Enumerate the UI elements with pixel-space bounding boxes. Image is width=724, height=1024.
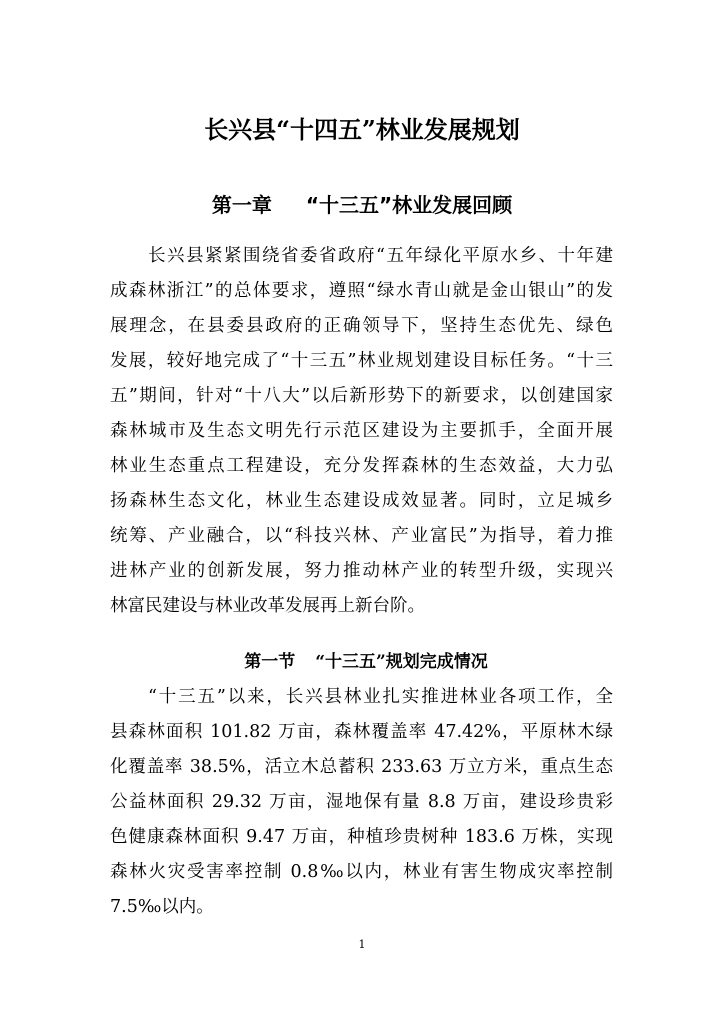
- section-paragraph: [110, 680, 613, 925]
- paragraph-line: 成森林浙江”的总体要求，遵照“绿水青山就是金山银山”的发: [110, 281, 613, 301]
- section-title: “十三五”规划完成情况: [315, 652, 488, 672]
- paragraph-line: 林业生态重点工程建设，充分发挥森林的生态效益，大力弘: [110, 456, 613, 476]
- chapter-number: 第一章: [211, 193, 272, 217]
- paragraph-line: 森林城市及生态文明先行示范区建设为主要抓手，全面开展: [110, 421, 613, 441]
- document-title: 长兴县“十四五”林业发展规划: [204, 115, 520, 144]
- chapter-paragraph: [110, 239, 613, 624]
- section-heading: [4, 645, 724, 680]
- paragraph-line: 色健康森林面积 9.47 万亩，种植珍贵树种 183.6 万株，实现: [110, 827, 613, 847]
- paragraph-line: 五”期间，针对“十八大”以后新形势下的新要求，以创建国家: [110, 386, 613, 406]
- chapter-title: “十三五”林业发展回顾: [305, 193, 513, 217]
- paragraph-line: 林富民建设与林业改革发展再上新台阶。: [110, 596, 425, 616]
- paragraph-line: 县森林面积 101.82 万亩，森林覆盖率 47.42%，平原林木绿: [110, 722, 613, 742]
- section-number: 第一节: [244, 652, 296, 672]
- chapter-heading: [0, 190, 724, 220]
- paragraph-line: 发展，较好地完成了“十三五”林业规划建设目标任务。“十三: [110, 351, 613, 371]
- paragraph-line: 扬森林生态文化，林业生态建设成效显著。同时，立足城乡: [110, 491, 613, 511]
- paragraph-line: 进林产业的创新发展，努力推动林产业的转型升级，实现兴: [110, 561, 613, 581]
- paragraph-line: 展理念，在县委县政府的正确领导下，坚持生态优先、绿色: [110, 316, 613, 336]
- paragraph-line: 长兴县紧紧围绕省委省政府“五年绿化平原水乡、十年建: [148, 246, 613, 266]
- paragraph-line: 公益林面积 29.32 万亩，湿地保有量 8.8 万亩，建设珍贵彩: [110, 792, 613, 812]
- page-number: 1: [358, 938, 366, 951]
- paragraph-line: “十三五”以来，长兴县林业扎实推进林业各项工作，全: [148, 687, 613, 707]
- paragraph-line: 化覆盖率 38.5%，活立木总蓄积 233.63 万立方米，重点生态: [110, 757, 613, 777]
- paragraph-line: 统筹、产业融合，以“科技兴林、产业富民”为指导，着力推: [110, 526, 613, 546]
- paragraph-line: 7.5‰以内。: [110, 897, 214, 917]
- paragraph-line: 森林火灾受害率控制 0.8‰以内，林业有害生物成灾率控制: [110, 862, 613, 882]
